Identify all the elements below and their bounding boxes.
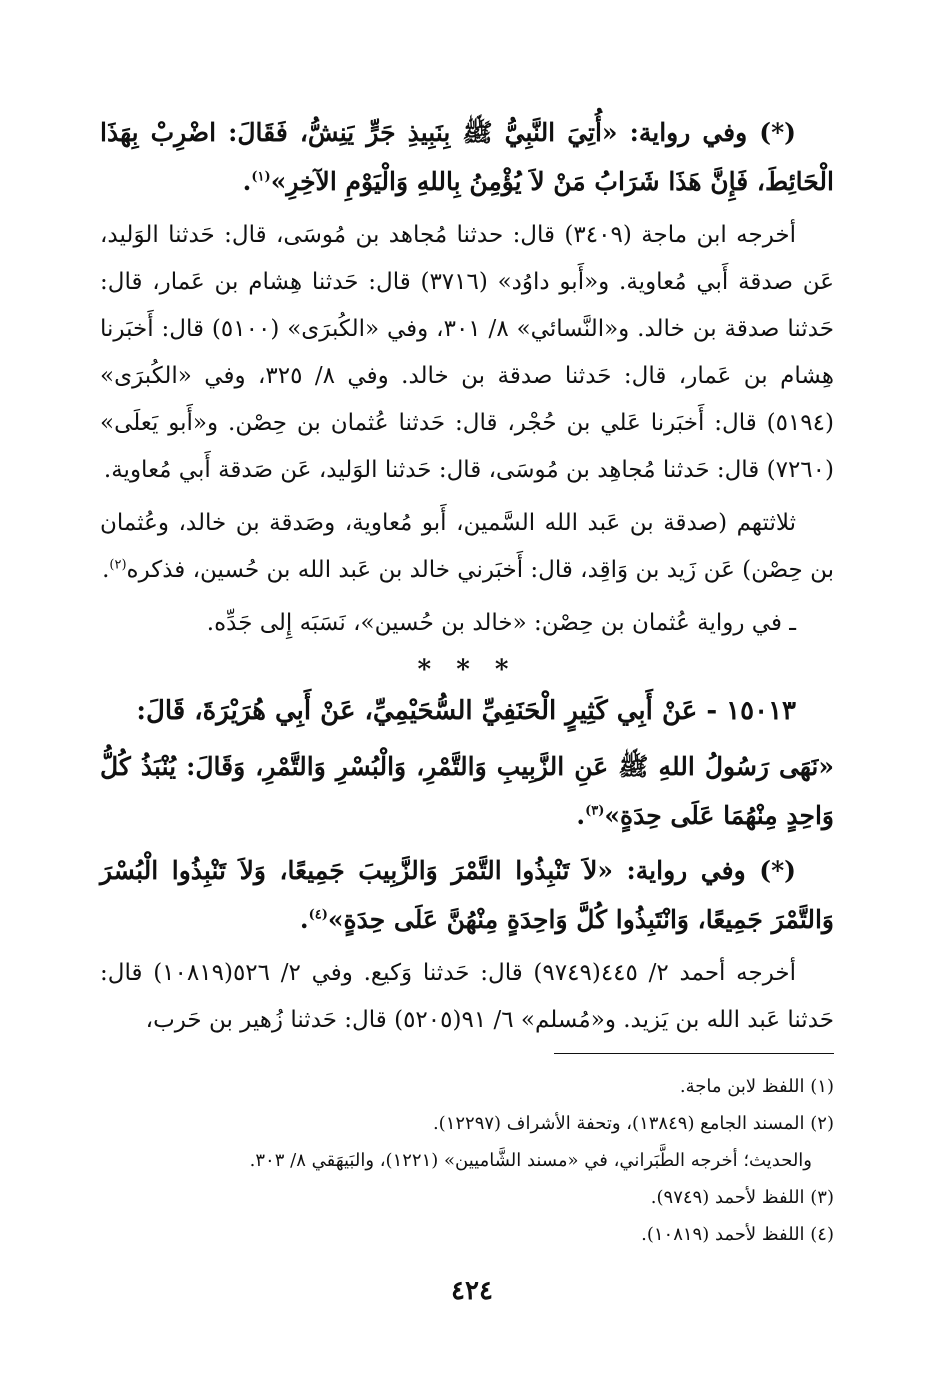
footnote-3: (٣) اللفظ لأحمد (٩٧٤٩). xyxy=(650,1187,834,1208)
variant-narration-2: (*) وفي رواية: «لاَ تَنْبِذُوا التَّمْرَ وَالزَّبِيبَ جَمِيعًا، وَلاَ تَنْبِذُوا الْبُسْرَ وَالتَّمْرَ جَمِيعًا، وَانْتَبِذُوا كُلَّ وَاحِدَةٍ مِنْهُنَّ عَلَى حِدَةٍ»$^{(٤)}$. xyxy=(100,856,834,934)
footnotes xyxy=(100,1068,834,1253)
footnote-divider xyxy=(554,1053,834,1054)
footnote-2: (٢) المسند الجامع (١٣٨٤٩)، وتحفة الأشراف (١٢٢٩٧). xyxy=(432,1113,834,1134)
takhrij-paragraph-1: أخرجه ابن ماجة (٣٤٠٩) قال: حدثنا مُجاهد بن مُوسَى، قال: حَدثنا الوَليد، عَن صدقة أَبي مُعاوية. و«أَبو داوُد» (٣٧١٦) قال: حَدثنا هِشام بن عَمار، قال: حَدثنا صدقة بن خالد. و«النَّسائي» ٨/ ٣٠١، وفي «الكُبرَى» (٥١٠٠) قال: أَخبَرنا هِشام بن عَمار، قال: حَدثنا صدقة بن خالد. وفي ٨/ ٣٢٥، وفي «الكُبرَى» (٥١٩٤) قال: أَخبَرنا عَلي بن حُجْر، قال: حَدثنا عُثمان بن حِصْن. و«أَبو يَعلَى» (٧٢٦٠) قال: حَدثنا مُجاهِد بن مُوسَى، قال: حَدثنا الوَليد، عَن صَدقة أَبي مُعاوية. xyxy=(100,222,834,483)
hadith-number: ١٥٠١٣ xyxy=(726,696,796,726)
hadith-text: «نَهَى رَسُولُ اللهِ ﷺ عَنِ الزَّبِيبِ وَالتَّمْرِ، وَالْبُسْرِ وَالتَّمْرِ، وَقَالَ: يُنْبَذُ كُلُّ وَاحِدٍ مِنْهُمَا عَلَى حِدَةٍ»$^{(٣)}$. xyxy=(100,752,834,830)
variant-narration-1: (*) وفي رواية: «أُتِيَ النَّبِيُّ ﷺ بِنَبِيذِ جَرٍّ يَنِشُّ، فَقَالَ: اضْرِبْ بِهَذَا الْحَائِطَ، فَإِنَّ هَذَا شَرَابُ مَنْ لاَ يُؤْمِنُ بِاللهِ وَالْيَوْمِ الآخِرِ»$^{(١)}$. xyxy=(100,118,834,196)
narrator-note: ـ في رواية عُثمان بن حِصْن: «خالد بن حُسين»، نَسَبَه إِلى جَدِّه. xyxy=(206,610,796,636)
chain-summary-paragraph: ثلاثتهم (صدقة بن عَبد الله السَّمين، أَبو مُعاوية، وصَدقة بن خالد، وعُثمان بن حِصْن) عَن زَيد بن وَاقِد، قال: أَخبَرني خالد بن عَبد الله بن حُسين، فذكره$^{(٢)}$. xyxy=(100,510,834,583)
footnote-ref-1: (١) xyxy=(251,169,271,185)
hadith-heading: ١٥٠١٣ - عَنْ أَبِي كَثِيرٍ الْحَنَفِيِّ السُّحَيْمِيِّ، عَنْ أَبِي هُرَيْرَةَ، قَالَ: xyxy=(136,696,796,726)
main-text xyxy=(100,108,834,1050)
takhrij-paragraph-2: أخرجه أحمد ٢/ ٤٤٥(٩٧٤٩) قال: حَدثنا وَكيع. وفي ٢/ ٥٢٦(١٠٨١٩) قال: حَدثنا عَبد الله بن يَزيد. و«مُسلم» ٦/ ٩١(٥٢٠٥) قال: حَدثنا زُهير بن حَرب، xyxy=(100,960,834,1033)
hadith-narration: عَنْ أَبِي كَثِيرٍ الْحَنَفِيِّ السُّحَيْمِيِّ، عَنْ أَبِي هُرَيْرَةَ، قَالَ: xyxy=(136,696,698,726)
footnote-4: (٤) اللفظ لأحمد (١٠٨١٩). xyxy=(641,1224,834,1245)
footnote-ref-4: (٤) xyxy=(308,907,328,923)
footnote-ref-3: (٣) xyxy=(585,803,605,819)
footnote-2-continuation: والحديث؛ أخرجه الطَّبَراني، في «مسند الشَّاميين» (١٢٢١)، والبَيهَقي ٨/ ٣٠٣. xyxy=(249,1150,812,1171)
page-number: ٤٢٤ xyxy=(451,1276,493,1306)
section-separator: * * * xyxy=(417,655,517,685)
footnote-ref-2: (٢) xyxy=(109,557,127,573)
footnote-1: (١) اللفظ لابن ماجة. xyxy=(679,1076,834,1097)
